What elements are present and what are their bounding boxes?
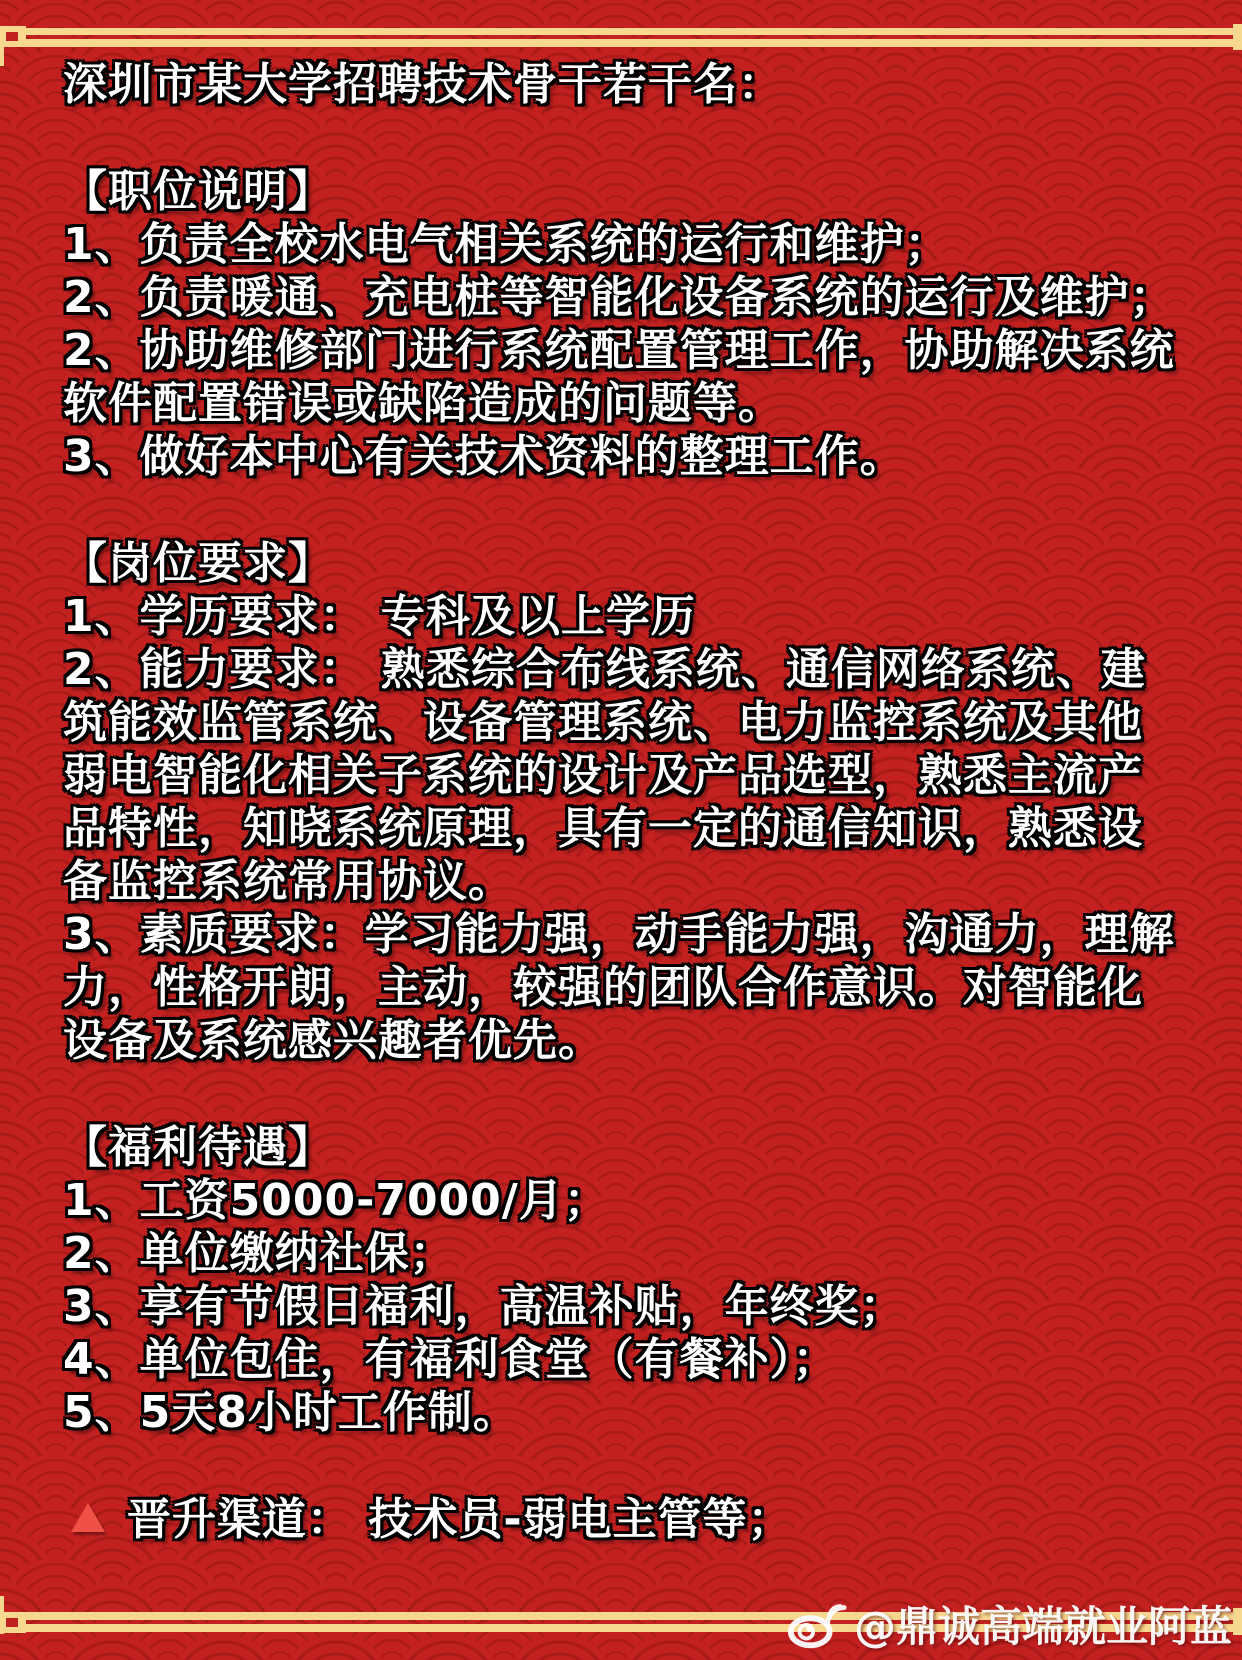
job-requirement-item: 2、能力要求： 熟悉综合布线系统、通信网络系统、建筑能效监管系统、设备管理系统、电力监控系统及其他弱电智能化相关子系统的设计及产品选型，熟悉主流产品特性，知晓系统原理，具有一定的通信知识，熟悉设备监控系统常用协议。 [63,644,1146,907]
job-requirement-item: 1、学历要求： 专科及以上学历 [63,591,696,642]
benefit-item: 5、5天8小时工作制。 [63,1387,518,1438]
bottom-left-corner-bar [0,1596,4,1634]
job-requirement-item: 3、素质要求：学习能力强，动手能力强，沟通力，理解力，性格开朗，主动，较强的团队合作意识。对智能化设备及系统感兴趣者优先。 [63,909,1175,1066]
benefit-item: 4、单位包住，有福利食堂（有餐补）； [63,1334,838,1385]
benefit-item: 2、单位缴纳社保； [63,1228,455,1279]
job-description-item: 2、协助维修部门进行系统配置管理工作，协助解决系统软件配置错误或缺陷造成的问题等。 [63,325,1175,429]
bottom-right-corner-cap [1233,1608,1242,1635]
section-benefits [63,1121,1187,1439]
job-description-item: 3、做好本中心有关技术资料的整理工作。 [63,431,905,482]
watermark-handle: @鼎诚高端就业阿蓝 [853,1602,1232,1651]
poster-title: 深圳市某大学招聘技术骨干若干名： [63,59,783,110]
benefit-item: 1、工资5000-7000/月； [63,1175,609,1226]
benefit-item: 3、享有节假日福利，高温补贴，年终奖； [63,1281,905,1332]
section-heading: 【岗位要求】 [63,538,333,589]
promotion-path-text: 晋升渠道： 技术员-弱电主管等； [127,1494,793,1545]
red-triangle-up-icon [71,1503,105,1532]
top-border-line-1 [0,28,1233,35]
job-description-item: 1、负责全校水电气相关系统的运行和维护； [63,219,950,270]
section-heading: 【福利待遇】 [63,1122,333,1173]
top-border-line-2 [25,39,1233,47]
section-heading: 【职位说明】 [63,166,333,217]
weibo-eye-icon [786,1598,848,1650]
top-left-corner-bar [0,26,4,66]
promotion-path-row [63,1493,1187,1546]
poster-content [63,58,1187,1546]
section-job-description [63,165,1187,483]
job-description-item: 2、负责暖通、充电桩等智能化设备系统的运行及维护； [63,272,1175,323]
section-job-requirements [63,537,1187,1067]
top-right-corner-cap [1233,24,1242,50]
watermark [786,1594,1232,1654]
